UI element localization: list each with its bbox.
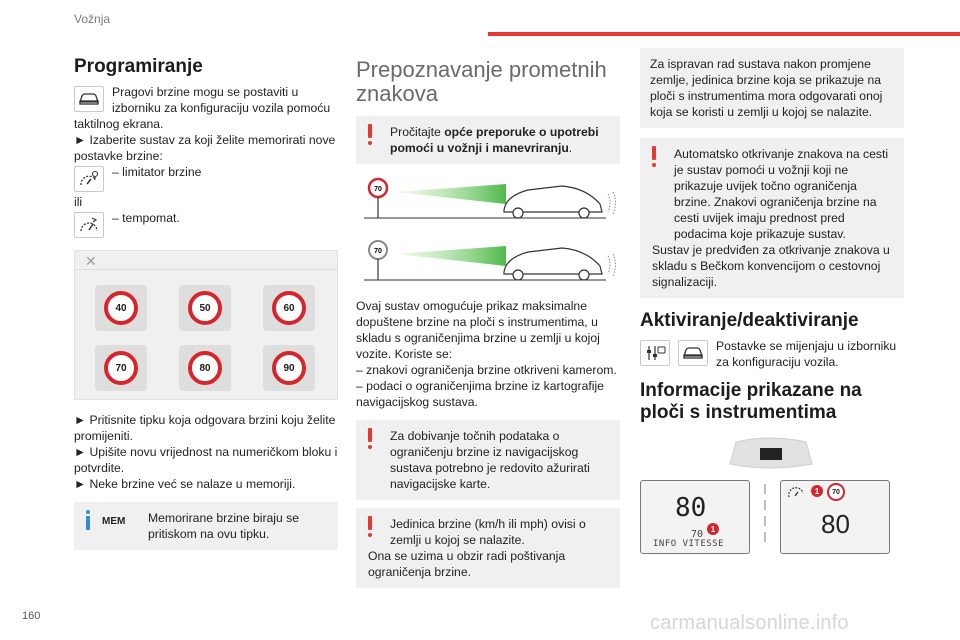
intro-line-3: taktilnog ekrana. bbox=[74, 117, 164, 131]
step-memory-note: ► Neke brzine već se nalaze u memoriji. bbox=[74, 477, 296, 491]
navigation-detection-illustration bbox=[356, 236, 620, 288]
activation-text: Postavke se mijenjaju u izborniku za konfiguraciju vozila. bbox=[716, 339, 897, 369]
system-description: Ovaj sustav omogućuje prikaz maksimalne dopuštene brzine na ploči s instrumentima, u skladu s ograničenjima brzine u zemlji u kojoj vozite. Koriste se: bbox=[356, 299, 600, 361]
note-text: Za ispravan rad sustava nakon promjene zemlje, jedinica brzine koja se prikazuje na ploči s instrumentima mora odgovarati onoj koja se koristi u zemlji u kojoj se nalazite. bbox=[650, 57, 883, 119]
speed-sign: 40 bbox=[104, 291, 138, 325]
note-box-country bbox=[640, 48, 904, 128]
speed-button-90[interactable] bbox=[263, 345, 315, 391]
page-number: 160 bbox=[22, 610, 41, 622]
or-text: ili bbox=[74, 195, 83, 209]
vehicle-settings-icon bbox=[74, 86, 104, 112]
speed-sign: 70 bbox=[104, 351, 138, 385]
speed-limiter-icon bbox=[74, 166, 104, 192]
instrument-panel-icon bbox=[640, 434, 904, 474]
option-limiter: – limitator brzine bbox=[112, 165, 202, 179]
warning-text-continued: Sustav je predviđen za otkrivanje znakova u skladu s Bečkom konvencijom o cestovnoj signalizaciji. bbox=[652, 243, 890, 289]
warning-text: Automatsko otkrivanje znakova na cesti je sustav pomoći u vožnji koji ne prikazuje uvijek točno ograničenja brzine. Znakovi ograničenja brzine na cesti uvijek imaju prednost pred podacima koje prikazuje sustav. bbox=[674, 147, 889, 241]
heading-sign-recognition: Prepoznavanje prometnih znakova bbox=[356, 57, 607, 106]
info-icon bbox=[86, 510, 90, 530]
info-text: Memorirane brzine biraju se pritiskom na ovu tipku. bbox=[148, 511, 300, 541]
warning-text: Jedinica brzine (km/h ili mph) ovisi o zemlji u kojoj se nalazite. bbox=[390, 517, 586, 547]
svg-text:70: 70 bbox=[374, 248, 382, 255]
speed-limiter-icon bbox=[787, 485, 807, 499]
step-enter-value: ► Upišite novu vrijednost na numeričkom bloku i potvrdite. bbox=[74, 445, 338, 475]
info-box-mem bbox=[74, 502, 338, 550]
column-programming bbox=[74, 48, 338, 550]
bullet-navigation: – podaci o ograničenjima brzine iz kartografije navigacijskog sustava. bbox=[356, 379, 604, 409]
speed-sign: 60 bbox=[272, 291, 306, 325]
watermark: carmanualsonline.info bbox=[650, 612, 849, 634]
warning-text: Pročitajte opće preporuke o upotrebi pomoći u vožnji i manevriranju. bbox=[390, 125, 599, 155]
cluster-screen-graphic bbox=[780, 480, 890, 554]
speed-button-60[interactable] bbox=[263, 285, 315, 331]
warning-box-read-guidelines bbox=[356, 116, 620, 164]
speed-sign: 50 bbox=[188, 291, 222, 325]
warning-text: Za dobivanje točnih podataka o ograničenju brzine iz navigacijskog sustava potrebno je redovito ažurirati navigacijske karte. bbox=[390, 429, 590, 491]
current-speed-graphic: 80 bbox=[821, 509, 850, 539]
speed-sign: 90 bbox=[272, 351, 306, 385]
heading-activation: Aktiviranje/deaktiviranje bbox=[640, 310, 859, 331]
heading-programiranje: Programiranje bbox=[74, 56, 203, 77]
warning-icon bbox=[368, 516, 373, 540]
current-speed: 80 bbox=[675, 493, 707, 523]
warning-box-speed-unit bbox=[356, 508, 620, 588]
speed-memory-panel bbox=[74, 250, 338, 400]
svg-text:70: 70 bbox=[374, 186, 382, 193]
warning-icon bbox=[652, 146, 657, 170]
vehicle-settings-icon bbox=[678, 340, 708, 366]
column-info bbox=[640, 48, 904, 554]
camera-detection-illustration bbox=[356, 174, 620, 226]
heading-instrument-info: Informacije prikazane na ploči s instrumentima bbox=[640, 380, 862, 423]
bullet-camera: – znakovi ograničenja brzine otkriveni kamerom. bbox=[356, 363, 617, 377]
step-select-system: ► Izaberite sustav za koji želite memorirati nove postavke brzine: bbox=[74, 133, 336, 163]
warning-text-continued: Ona se uzima u obzir radi poštivanja ograničenja brzine. bbox=[368, 549, 566, 579]
limit-sign: 70 bbox=[827, 483, 845, 501]
limit-speed-small: 70 bbox=[691, 529, 704, 540]
speed-button-80[interactable] bbox=[179, 345, 231, 391]
callout-badge: 1 bbox=[707, 523, 719, 535]
section-header: Vožnja bbox=[74, 12, 111, 26]
cluster-screen-digital bbox=[640, 480, 750, 554]
speed-sign: 80 bbox=[188, 351, 222, 385]
intro-line-1: Pragovi brzine mogu se postaviti u bbox=[112, 85, 299, 99]
speed-button-70[interactable] bbox=[95, 345, 147, 391]
option-cruise: – tempomat. bbox=[112, 211, 180, 225]
callout-badge: 1 bbox=[811, 485, 823, 497]
info-speed-label: INFO VITESSE bbox=[653, 539, 725, 549]
speed-button-50[interactable] bbox=[179, 285, 231, 331]
mem-button-label: MEM bbox=[102, 516, 126, 527]
settings-menu-icon bbox=[640, 340, 670, 366]
step-press-button: ► Pritisnite tipku koja odgovara brzini koju želite promijeniti. bbox=[74, 413, 336, 443]
intro-line-2: izborniku za konfiguraciju vozila pomoću bbox=[112, 101, 331, 115]
close-icon[interactable]: ✕ bbox=[85, 253, 97, 269]
column-sign-recognition bbox=[356, 48, 620, 596]
cluster-displays bbox=[640, 480, 904, 554]
speed-button-40[interactable] bbox=[95, 285, 147, 331]
warning-box-map-update bbox=[356, 420, 620, 500]
header-accent-bar bbox=[488, 32, 960, 36]
divider bbox=[760, 480, 770, 554]
warning-box-auto-detection bbox=[640, 138, 904, 298]
warning-icon bbox=[368, 428, 373, 452]
warning-icon bbox=[368, 124, 373, 148]
cruise-control-icon bbox=[74, 212, 104, 238]
